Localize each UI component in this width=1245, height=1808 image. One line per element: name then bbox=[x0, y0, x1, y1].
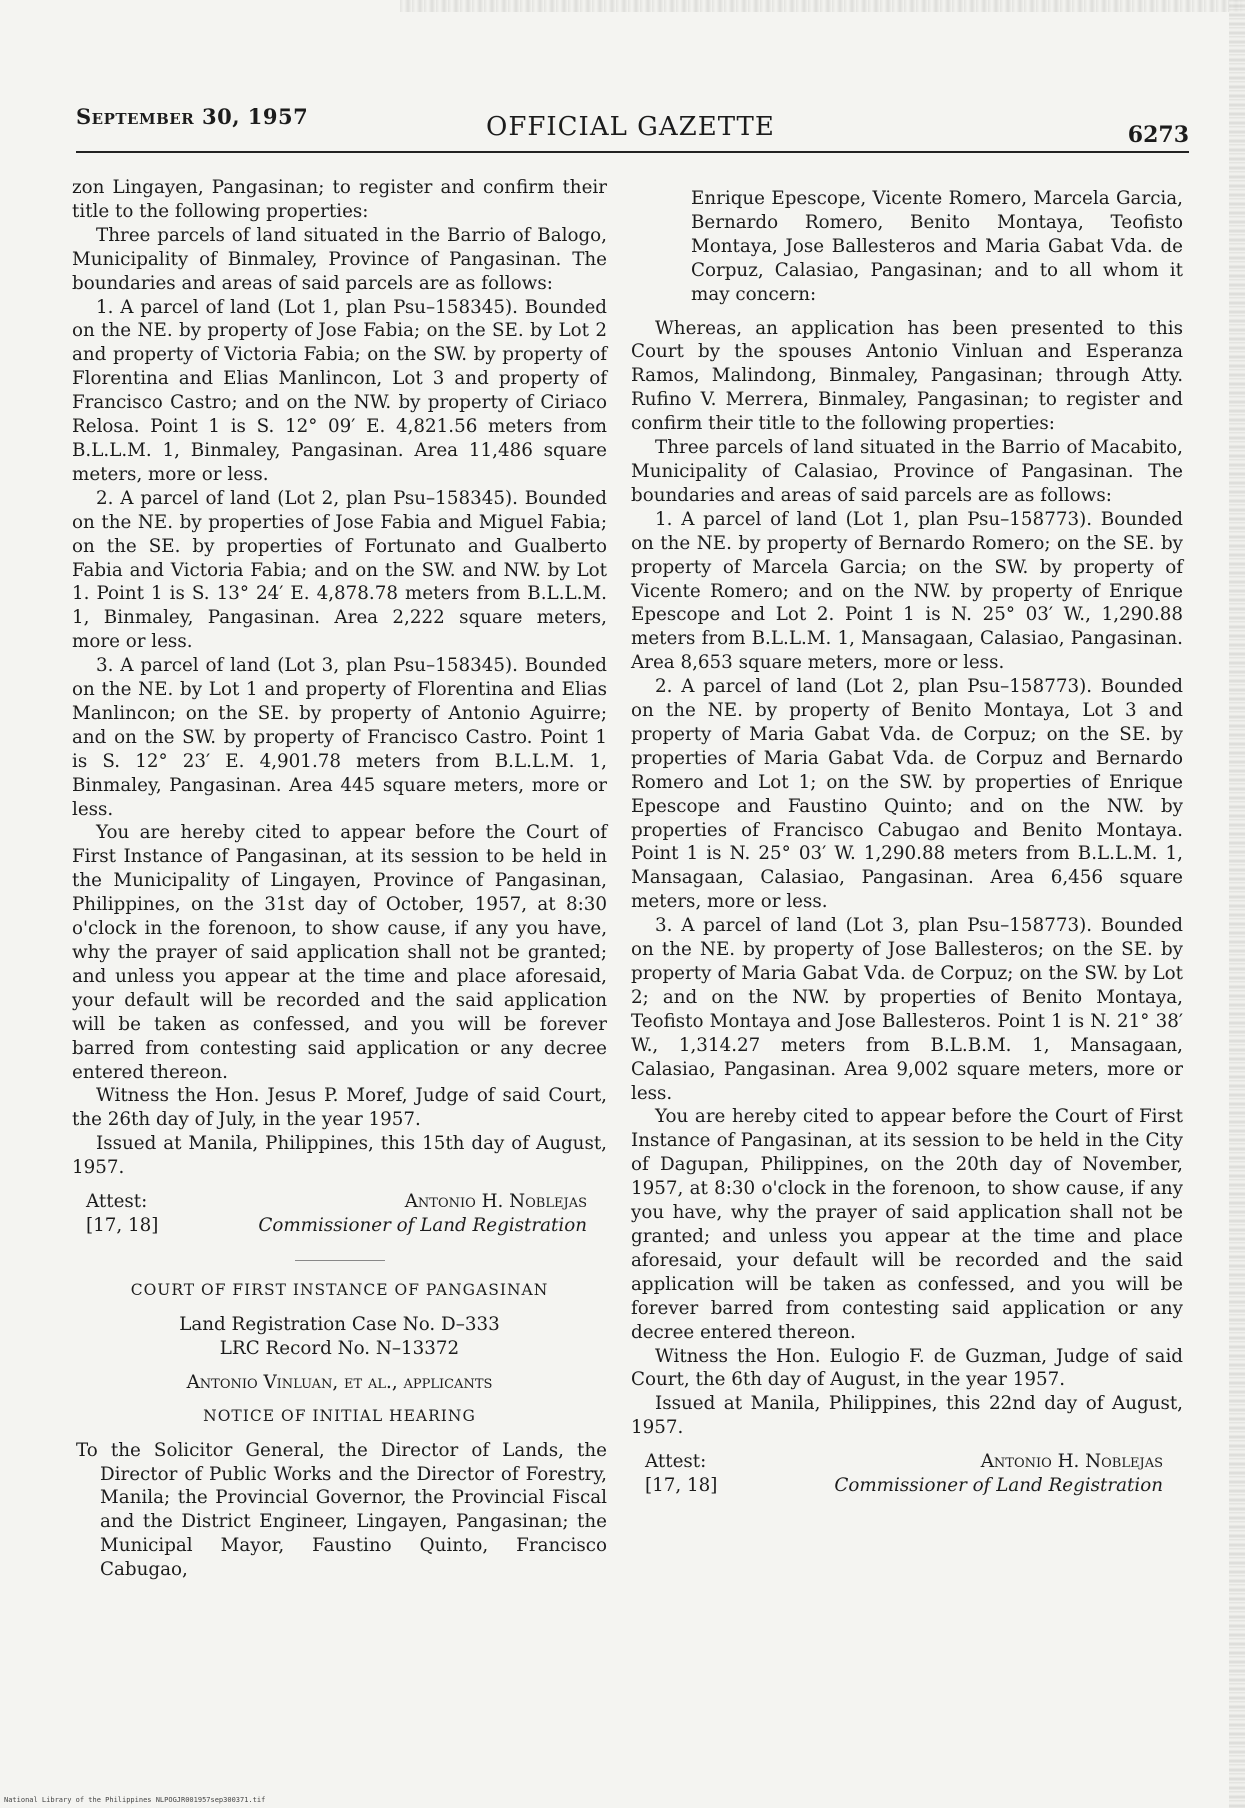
paragraph: Three parcels of land situated in the Barrio of Macabito, Municipality of Calasiao, Province of Pangasinan. The boundaries and areas of said parcels are as follows: bbox=[631, 437, 1183, 506]
header-date: September 30, 1957 bbox=[76, 104, 309, 129]
attest-block bbox=[72, 1190, 607, 1240]
witness-paragraph: Witness the Hon. Eulogio F. de Guzman, Judge of said Court, the 6th day of August, in the year 1957. bbox=[631, 1345, 1183, 1391]
issued-paragraph: Issued at Manila, Philippines, this 22nd day of August, 1957. bbox=[631, 1393, 1183, 1439]
header-rule bbox=[76, 151, 1189, 153]
court-heading: COURT OF FIRST INSTANCE OF PANGASINAN bbox=[130, 1281, 549, 1300]
notice-heading: NOTICE OF INITIAL HEARING bbox=[203, 1406, 476, 1425]
parcel-description: 2. A parcel of land (Lot 2, plan Psu–158345). Bounded on the NE. by properties of Jose Fabia and Miguel Fabia; on the SE. by properties of Fortunato and Gualberto Fabia and Victoria Fabia; and on the SW. and NW. by Lot 1. Point 1 is S. 13° 24′ E. 4,878.78 meters from B.L.L.M. 1, Binmaley, Pangasinan. Area 2,222 square meters, more or less. bbox=[72, 487, 607, 653]
citation-paragraph: You are hereby cited to appear before the Court of First Instance of Pangasinan, at its session to be held in the City of Dagupan, Philippines, on the 20th day of November, 1957, at 8:30 o'clock in the forenoon, to show cause, if any you have, why the prayer of said application shall not be granted; and unless you appear at the time and place aforesaid, your default will be recorded and the said application will be taken as confessed, and you will be forever barred from contesting said application or any decree entered thereon. bbox=[631, 1106, 1183, 1343]
case-number: Land Registration Case No. D–333 bbox=[179, 1313, 500, 1335]
notice-address-continued: Enrique Epescope, Vicente Romero, Marcela Garcia, Bernardo Romero, Benito Montaya, Teofisto Montaya, Jose Ballesteros and Maria Gabat Vda. de Corpuz, Calasiao, Pangasinan; and to all whom it may concern: bbox=[691, 188, 1183, 305]
publication-title: OFFICIAL GAZETTE bbox=[486, 112, 775, 142]
issue-numbers: [17, 18] bbox=[645, 1475, 718, 1497]
signatory-title: Commissioner of Land Registration bbox=[834, 1475, 1163, 1497]
attest-label: Attest: bbox=[645, 1451, 707, 1473]
left-column bbox=[72, 176, 607, 1582]
page-number: 6273 bbox=[1127, 122, 1189, 148]
application-paragraph: Whereas, an application has been presented to this Court by the spouses Antonio Vinluan and Esperanza Ramos, Malindong, Binmaley, Pangasinan; through Atty. Rufino V. Merrera, Binmaley, Pangasinan; to register and confirm their title to the following properties: bbox=[631, 317, 1183, 435]
page-header bbox=[76, 98, 1189, 148]
issued-paragraph: Issued at Manila, Philippines, this 15th day of August, 1957. bbox=[72, 1133, 607, 1179]
record-number: LRC Record No. N–13372 bbox=[219, 1337, 460, 1359]
issue-numbers: [17, 18] bbox=[86, 1215, 159, 1237]
paragraph: zon Lingayen, Pangasinan; to register and confirm their title to the following properties: bbox=[72, 177, 607, 222]
paragraph: Three parcels of land situated in the Barrio of Balogo, Municipality of Binmaley, Province of Pangasinan. The boundaries and areas of said parcels are as follows: bbox=[72, 224, 607, 294]
attest-label: Attest: bbox=[86, 1191, 148, 1213]
section-divider bbox=[295, 1260, 385, 1261]
witness-paragraph: Witness the Hon. Jesus P. Moref, Judge of said Court, the 26th day of July, in the year 1957. bbox=[72, 1085, 607, 1131]
signatory-name: Antonio H. Noblejas bbox=[404, 1191, 587, 1213]
signatory-title: Commissioner of Land Registration bbox=[258, 1215, 587, 1237]
right-column bbox=[631, 187, 1183, 1500]
parcel-description: 3. A parcel of land (Lot 3, plan Psu–158345). Bounded on the NE. by Lot 1 and property of Florentina and Elias Manlincon; on the SE. by property of Antonio Aguirre; and on the SW. by property of Francisco Castro. Point 1 is S. 12° 23′ E. 4,901.78 meters from B.L.L.M. 1, Binmaley, Pangasinan. Area 445 square meters, more or less. bbox=[72, 655, 607, 820]
parcel-description: 1. A parcel of land (Lot 1, plan Psu–158773). Bounded on the NE. by property of Bernardo Romero; on the SE. by property of Marcela Garcia; on the SW. by property of Vicente Romero; and on the NW. by property of Enrique Epescope and Lot 2. Point 1 is N. 25° 03′ W., 1,290.88 meters from B.L.L.M. 1, Mansagaan, Calasiao, Pangasinan. Area 8,653 square meters, more or less. bbox=[631, 508, 1183, 674]
citation-paragraph: You are hereby cited to appear before the Court of First Instance of Pangasinan, at its session to be held in the Municipality of Lingayen, Province of Pangasinan, Philippines, on the 31st day of October, 1957, at 8:30 o'clock in the forenoon, to show cause, if any you have, why the prayer of said application shall not be granted; and unless you appear at the time and place aforesaid, your default will be recorded and the said application will be taken as confessed, and you will be forever barred from contesting said application or any decree entered thereon. bbox=[72, 822, 607, 1083]
parcel-description: 1. A parcel of land (Lot 1, plan Psu–158345). Bounded on the NE. by property of Jose Fabia; on the SE. by Lot 2 and property of Victoria Fabia; on the SW. by property of Florentina and Elias Manlincon, Lot 3 and property of Francisco Castro; and on the NW. by property of Ciriaco Relosa. Point 1 is S. 12° 09′ E. 4,821.56 meters from B.L.L.M. 1, Binmaley, Pangasinan. Area 11,486 square meters, more or less. bbox=[72, 296, 607, 485]
applicants-line: Antonio Vinluan, et al., applicants bbox=[186, 1371, 493, 1393]
scan-noise-right bbox=[1229, 0, 1245, 1808]
scan-noise-top bbox=[400, 0, 1245, 12]
parcel-description: 3. A parcel of land (Lot 3, plan Psu–158773). Bounded on the NE. by property of Jose Ballesteros; on the SE. by property of Maria Gabat Vda. de Corpuz; on the SW. by Lot 2; and on the NW. by properties of Benito Montaya, Teofisto Montaya and Jose Ballesteros. Point 1 is N. 21° 38′ W., 1,314.27 meters from B.L.B.M. 1, Mansagaan, Calasiao, Pangasinan. Area 9,002 square meters, more or less. bbox=[631, 915, 1183, 1104]
attest-block bbox=[631, 1450, 1183, 1500]
scan-source-footer: National Library of the Philippines NLPOGJR001957sep300371.tif bbox=[4, 1796, 266, 1804]
parcel-description: 2. A parcel of land (Lot 2, plan Psu–158773). Bounded on the NE. by property of Benito Montaya, Lot 3 and property of Maria Gabat Vda. de Corpuz; on the SE. by properties of Maria Gabat Vda. de Corpuz and Bernardo Romero and Lot 1; on the SW. by properties of Enrique Epescope and Faustino Quinto; and on the NW. by properties of Francisco Cabugao and Benito Montaya. Point 1 is N. 25° 03′ W. 1,290.88 meters from B.L.L.M. 1, Mansagaan, Calasiao, Pangasinan. Area 6,456 square meters, more or less. bbox=[631, 676, 1183, 913]
signatory-name: Antonio H. Noblejas bbox=[980, 1451, 1163, 1473]
notice-address: To the Solicitor General, the Director of Lands, the Director of Public Works and the Director of Forestry, Manila; the Provincial Governor, the Provincial Fiscal and the District Engineer, Lingayen, Pangasinan; the Municipal Mayor, Faustino Quinto, Francisco Cabugao, bbox=[76, 1439, 607, 1581]
